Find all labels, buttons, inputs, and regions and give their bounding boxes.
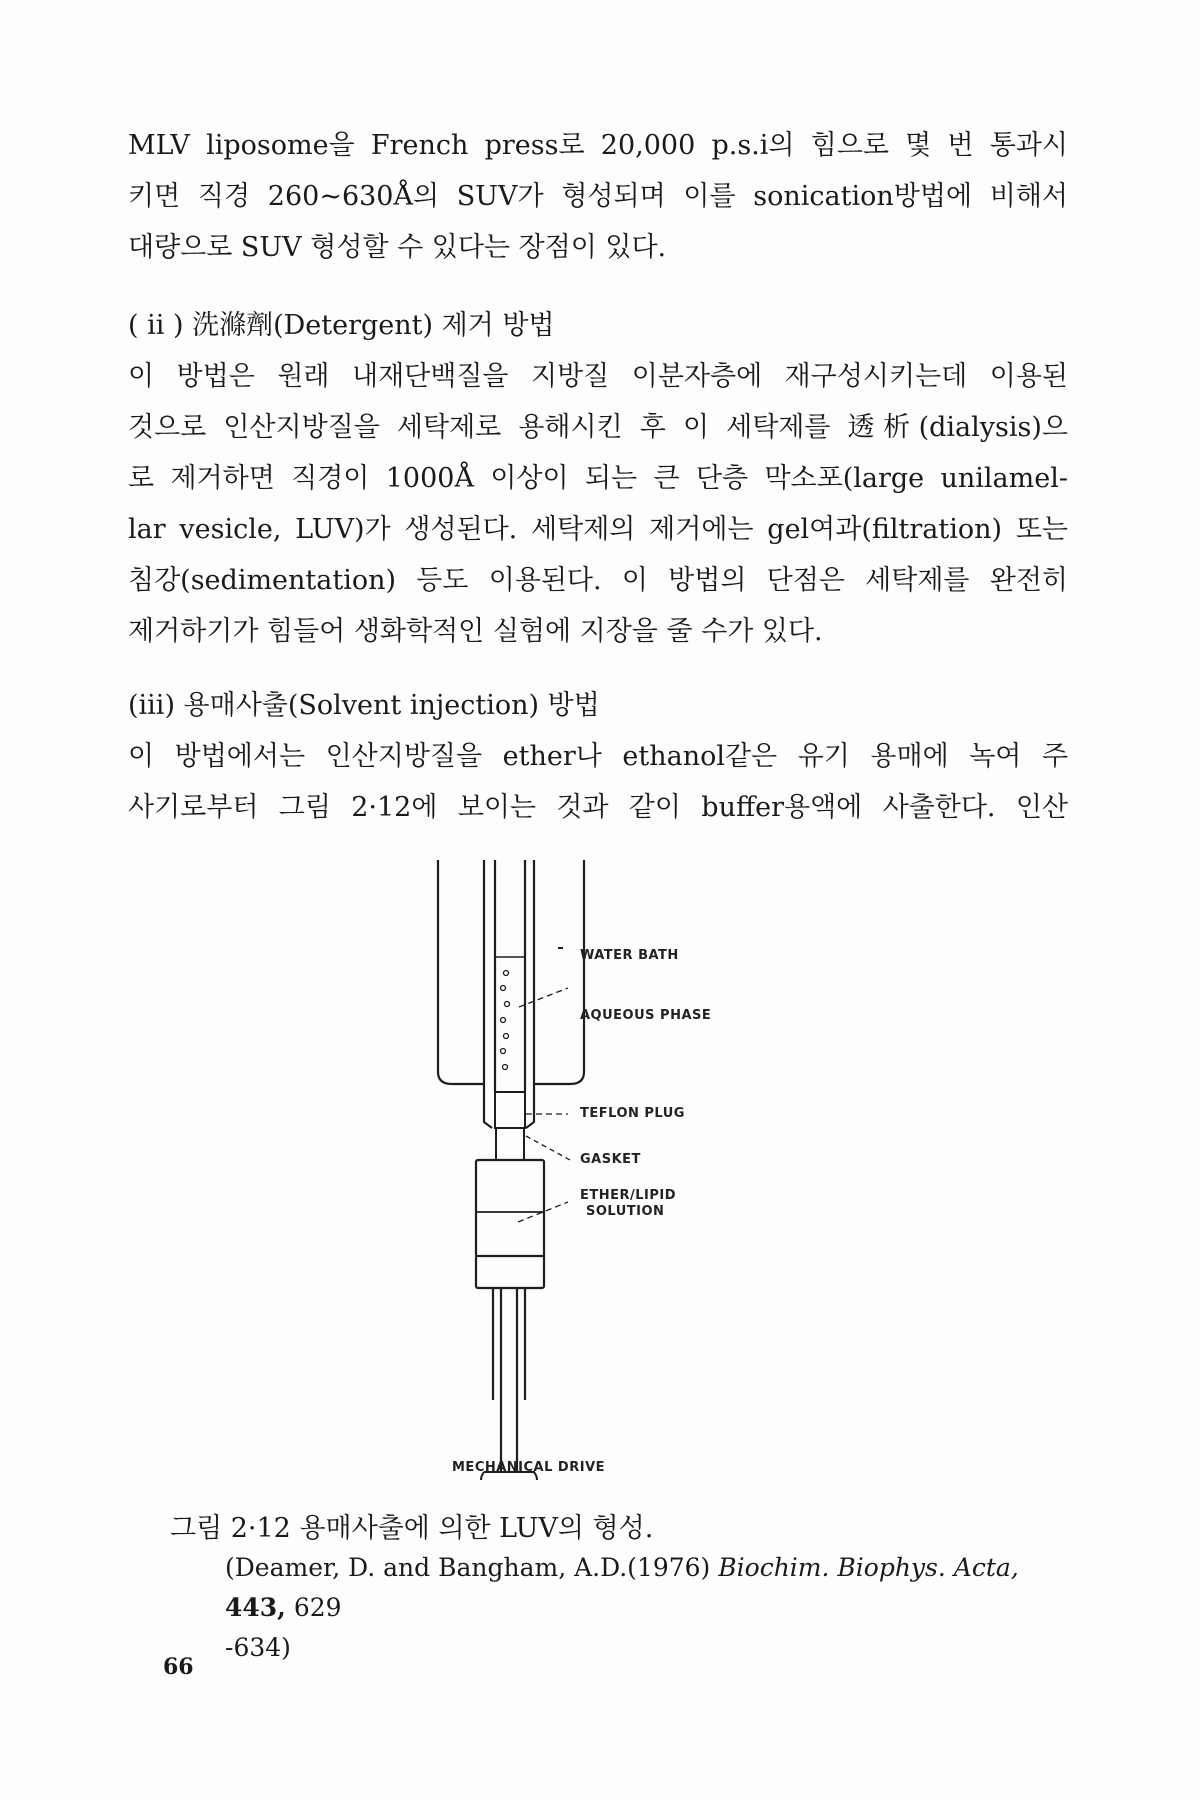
- text-line: MLV liposome을 French press로 20,000 p.s.i의 힘으로 몇 번 통과시: [128, 130, 1068, 161]
- reference-pages: 629: [293, 1593, 342, 1622]
- text-line: 키면 직경 260~630Å의 SUV가 형성되며 이를 sonication방법에 비해서: [128, 181, 1068, 212]
- water-bath-vessel: [438, 860, 484, 1084]
- figure-caption-reference: [225, 1548, 1065, 1668]
- paragraph-french-press: [128, 120, 1068, 273]
- reference-volume: 443,: [225, 1593, 286, 1622]
- bubble: [504, 1034, 509, 1039]
- reference-journal: Biochim. Biophys. Acta,: [718, 1553, 1019, 1582]
- bubble: [501, 1018, 506, 1023]
- label-ether-lipid: ETHER/LIPID: [580, 1188, 677, 1203]
- text-line: lar vesicle, LUV)가 생성된다. 세탁제의 제거에는 gel여과(filtration) 또는: [128, 514, 1068, 545]
- section-solvent-injection: [128, 680, 1068, 833]
- figure-caption-title: 그림 2·12 용매사출에 의한 LUV의 형성.: [170, 1513, 654, 1544]
- water-bath-vessel-right: [534, 860, 584, 1084]
- section-heading-solvent-injection: (iii) 용매사출(Solvent injection) 방법: [128, 690, 600, 721]
- text-line: 대량으로 SUV 형성할 수 있다는 장점이 있다.: [128, 232, 667, 263]
- plunger-rod: [493, 1288, 525, 1400]
- text-line: 것으로 인산지방질을 세탁제로 용해시킨 후 이 세탁제를 透析(dialysis)으: [128, 412, 1068, 443]
- page-number: 66: [163, 1654, 194, 1680]
- label-ether-lipid-solution: SOLUTION: [586, 1204, 665, 1219]
- label-teflon-plug: TEFLON PLUG: [580, 1106, 685, 1121]
- text-line: 침강(sedimentation) 등도 이용된다. 이 방법의 단점은 세탁제를 완전히: [128, 565, 1068, 596]
- inner-tube: [484, 860, 492, 1128]
- gasket: [496, 1128, 524, 1160]
- bubble: [505, 1002, 510, 1007]
- bubble: [504, 971, 509, 976]
- text-line: 사기로부터 그림 2·12에 보이는 것과 같이 buffer용액에 사출한다. 인산: [128, 792, 1068, 823]
- reference-pages-continued: -634): [225, 1633, 291, 1662]
- text-line: 로 제거하면 직경이 1000Å 이상이 되는 큰 단층 막소포(large unilamel-: [128, 463, 1068, 494]
- label-gasket: GASKET: [580, 1152, 641, 1167]
- bubble: [503, 1065, 508, 1070]
- label-mechanical-drive: MECHANICAL DRIVE: [452, 1460, 606, 1475]
- text-line: 이 방법에서는 인산지방질을 ether나 ethanol같은 유기 용매에 녹여 주: [128, 741, 1068, 772]
- label-aqueous-phase: AQUEOUS PHASE: [580, 1008, 712, 1023]
- leader-gasket: [526, 1136, 570, 1160]
- text-line: 이 방법은 원래 내재단백질을 지방질 이분자층에 재구성시키는데 이용된: [128, 361, 1068, 392]
- leader-aqueous-phase: [519, 988, 568, 1007]
- section-detergent: [128, 300, 1068, 657]
- syringe-barrel: [476, 1160, 544, 1288]
- bubble: [501, 1049, 506, 1054]
- bubble: [501, 986, 506, 991]
- bubbles: [501, 971, 510, 1070]
- text-line: 제거하기가 힘들어 생화학적인 실험에 지장을 줄 수가 있다.: [128, 616, 823, 647]
- teflon-plug: [495, 1092, 525, 1128]
- reference-authors: (Deamer, D. and Bangham, A.D.(1976): [225, 1553, 711, 1582]
- section-heading-detergent: ( ii ) 洗滌劑(Detergent) 제거 방법: [128, 310, 555, 341]
- figure-solvent-injection-apparatus: [400, 860, 800, 1480]
- label-water-bath: WATER BATH: [580, 948, 679, 963]
